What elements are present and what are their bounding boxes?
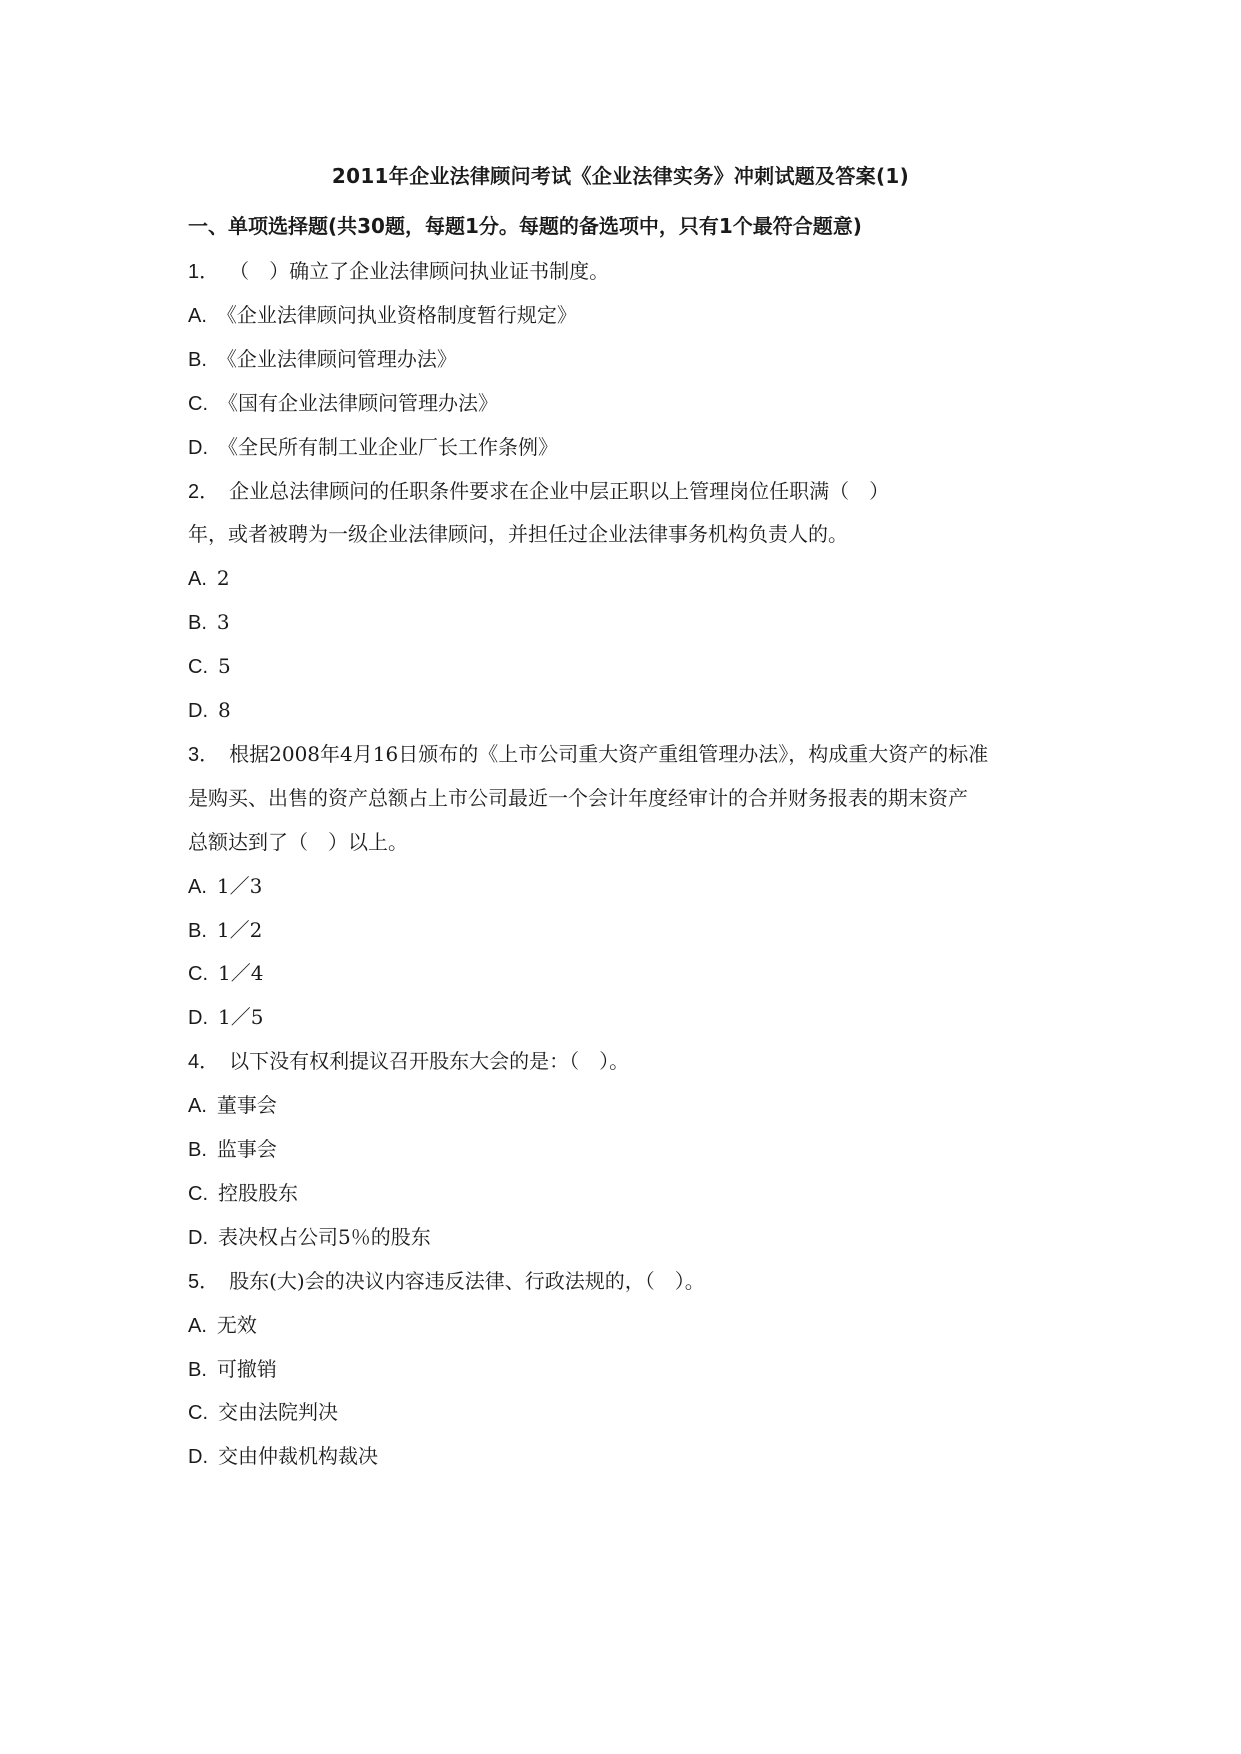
answer-option	[188, 652, 231, 680]
question-stem-continued	[188, 784, 968, 812]
option-label: D.	[188, 436, 208, 459]
answer-option	[188, 1442, 378, 1470]
answer-option	[188, 301, 577, 329]
option-label: C.	[188, 1182, 208, 1205]
question-stem-continued	[188, 520, 848, 548]
answer-option	[188, 1135, 277, 1163]
option-text: 《全民所有制工业企业厂长工作条例》	[218, 434, 558, 459]
answer-option	[188, 608, 230, 636]
option-label: A.	[188, 1095, 207, 1118]
option-label: B.	[188, 919, 207, 942]
answer-option	[188, 916, 262, 944]
question-text: 总额达到了（ ）以上。	[188, 829, 408, 854]
option-text: 1／5	[218, 1005, 264, 1030]
option-text: 8	[218, 698, 231, 722]
option-text: 交由仲裁机构裁决	[218, 1444, 378, 1469]
option-text: 1／3	[216, 873, 263, 898]
answer-option	[188, 872, 262, 900]
answer-option	[188, 1003, 263, 1031]
question-text: 企业总法律顾问的任职条件要求在企业中层正职以上管理岗位任职满（ ）	[229, 478, 890, 503]
option-label: C.	[188, 963, 208, 986]
question-stem	[188, 257, 609, 285]
answer-option	[188, 433, 558, 461]
question-number: 4．	[188, 1051, 220, 1074]
option-label: C.	[188, 1402, 208, 1425]
option-label: D.	[188, 1226, 208, 1249]
question-text: 以下没有权利提议召开股东大会的是：（ ）。	[229, 1049, 630, 1074]
option-text: 表决权占公司5％的股东	[218, 1224, 431, 1249]
option-label: C.	[188, 656, 208, 679]
section-heading: 一、单项选择题(共30题，每题1分。每题的备选项中，只有1个最符合题意)	[188, 214, 862, 238]
option-label: A.	[188, 875, 207, 898]
option-label: D.	[188, 700, 208, 722]
option-text: 董事会	[216, 1093, 277, 1118]
answer-option	[188, 1223, 431, 1251]
option-label: B.	[188, 612, 207, 635]
question-stem-continued	[188, 828, 408, 856]
answer-option	[188, 564, 230, 592]
question-text: 是购买、出售的资产总额占上市公司最近一个会计年度经审计的合并财务报表的期末资产	[188, 785, 968, 810]
question-number: 2．	[188, 480, 220, 503]
document-title: 2011年企业法律顾问考试《企业法律实务》冲刺试题及答案(1)	[331, 164, 910, 188]
option-label: C.	[188, 392, 208, 415]
option-text: 《企业法律顾问管理办法》	[216, 346, 457, 371]
option-label: A.	[188, 304, 207, 327]
option-label: A.	[188, 568, 207, 591]
question-stem	[188, 477, 889, 505]
answer-option	[188, 389, 498, 417]
question-number: 3．	[188, 743, 220, 766]
answer-option	[188, 1179, 298, 1207]
question-stem	[188, 1047, 629, 1075]
answer-option	[188, 1355, 277, 1383]
option-label: D.	[188, 1446, 208, 1469]
option-label: B.	[188, 1358, 207, 1381]
question-text: （ ）确立了企业法律顾问执业证书制度。	[229, 259, 610, 283]
option-text: 监事会	[216, 1137, 277, 1161]
option-text: 《企业法律顾问执业资格制度暂行规定》	[216, 302, 577, 327]
question-text: 股东(大)会的决议内容违反法律、行政法规的，（ ）。	[229, 1268, 705, 1293]
option-text: 控股股东	[218, 1180, 298, 1205]
option-text: 无效	[216, 1312, 257, 1337]
option-text: 交由法院判决	[218, 1400, 338, 1425]
answer-option	[188, 1398, 338, 1426]
answer-option	[188, 696, 231, 724]
option-text: 5	[218, 654, 231, 679]
option-label: D.	[188, 1007, 208, 1030]
answer-option	[188, 1311, 257, 1339]
option-text: 1／4	[218, 961, 264, 986]
option-label: B.	[188, 348, 207, 371]
option-label: B.	[188, 1139, 207, 1161]
option-label: A.	[188, 1314, 207, 1337]
question-stem	[188, 740, 988, 768]
question-number: 1．	[188, 261, 220, 283]
option-text: 可撤销	[216, 1356, 277, 1381]
answer-option	[188, 1091, 277, 1119]
option-text: 1／2	[216, 917, 263, 942]
answer-option	[188, 959, 263, 987]
option-text: 3	[216, 610, 230, 635]
answer-option	[188, 345, 457, 373]
question-number: 5．	[188, 1270, 220, 1293]
question-text: 根据2008年4月16日颁布的《上市公司重大资产重组管理办法》，构成重大资产的标准	[229, 741, 989, 766]
question-stem	[188, 1267, 705, 1295]
option-text: 《国有企业法律顾问管理办法》	[218, 390, 498, 415]
option-text: 2	[216, 566, 230, 591]
question-text: 年，或者被聘为一级企业法律顾问，并担任过企业法律事务机构负责人的。	[188, 522, 848, 547]
